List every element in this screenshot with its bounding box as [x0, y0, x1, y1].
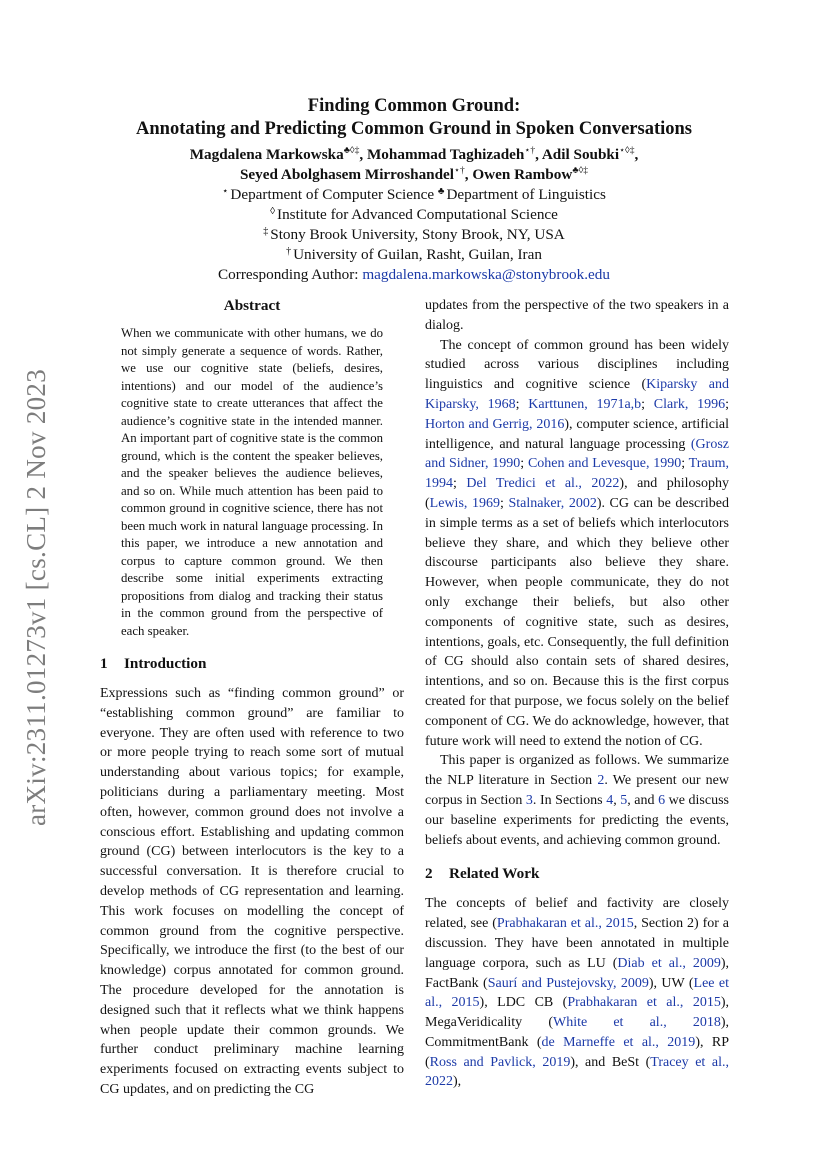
citation-link[interactable]: de Marneffe et al., 2019: [541, 1034, 696, 1050]
author-line: Magdalena Markowska♣◊‡, Mohammad Taghizadeh⋆†, Adil Soubki⋆◊‡,: [189, 146, 639, 163]
affiliation-text: Institute for Advanced Computational Science: [277, 206, 558, 223]
citation-link[interactable]: Horton and Gerrig, 2016: [425, 416, 565, 432]
affiliation-text: Stony Brook University, Stony Brook, NY, USA: [270, 226, 565, 243]
contact-email-link[interactable]: magdalena.markowska@stonybrook.edu: [362, 266, 610, 283]
arxiv-identifier: arXiv:2311.01273v1 [cs.CL] 2 Nov 2023: [21, 368, 52, 826]
affiliation-mark: ♣: [437, 186, 445, 197]
citation-link[interactable]: Lee et al., 2015: [425, 975, 729, 1011]
section-number: 2: [425, 865, 433, 883]
author-affiliation-marks: ♣◊‡: [572, 166, 589, 176]
citation-link[interactable]: Tracey et al., 2022: [425, 1054, 729, 1090]
corresponding-author: [90, 265, 738, 285]
author-affiliation-marks: ⋆†: [524, 146, 536, 156]
affiliation-list: [90, 185, 738, 265]
citation-link[interactable]: 2: [597, 773, 605, 789]
section-title: Related Work: [449, 865, 540, 883]
affiliation-line: [90, 205, 738, 225]
citation-link[interactable]: Karttunen, 1971a,b: [528, 396, 642, 412]
author-list: [90, 145, 738, 185]
citation-link[interactable]: Ross and Pavlick, 2019: [429, 1054, 571, 1070]
affiliation-text: Department of Linguistics: [446, 186, 606, 203]
citation-link[interactable]: (Grosz and Sidner, 1990: [425, 436, 729, 472]
related-work-paragraph: The concepts of belief and factivity are closely related, see (Prabhakaran et al., 2015, Section 2) for a discussion. They have been annotated in multiple language corpora, such as LU (Diab et al., 2009), FactBank (Saurí and Pustejovsky, 2009), UW (Lee et al., 2015), LDC CB (Prabhakaran et al., 2015), MegaVeridicality (White et al., 2018), CommitmentBank (de Marneffe et al., 2019), RP (Ross and Pavlick, 2019), and BeSt (Tracey et al., 2022),: [425, 896, 730, 1090]
affiliation-mark: ◊: [270, 206, 276, 217]
citation-link[interactable]: Diab et al., 2009: [617, 955, 721, 971]
paper-title: [90, 95, 738, 141]
introduction-paragraph: Expressions such as “finding common ground” or “establishing common ground” are familiar to everyone. They are often used with reference to two or more people trying to reach some sort of mutual understanding about various topics; for example, politicians during a parliamentary meeting. Most often, however, common ground does not involve a conscious effort. Establishing and updating common ground (CG) between interlocutors is the key to a successful conversation. It is therefore crucial to develop methods of CG representation and learning. This work focuses on modelling the concept of common ground from the cognitive perspective. Specifically, we introduce the first (to the best of our knowledge) corpus annotated for common ground. The procedure developed for the annotation is designed such that it reflects what we think happens when people update their common grounds. We further conduct preliminary machine learning experiments focused on extracting events subject to CG updates, and on predicting the CG: [100, 686, 404, 1097]
affiliation-line: [90, 225, 738, 245]
affiliation-text: University of Guilan, Rasht, Guilan, Iran: [293, 246, 542, 263]
citation-link[interactable]: Cohen and Levesque, 1990: [527, 456, 682, 472]
citation-link[interactable]: White et al., 2018: [553, 1015, 721, 1031]
organization-paragraph: This paper is organized as follows. We summarize the NLP literature in Section 2. We present our new corpus in Section 3. In Sections 4, 5, and 6 we discuss our baseline experiments for predicting the events, beliefs about events, and achieving common ground.: [425, 753, 729, 848]
citation-link[interactable]: Kiparsky and Kiparsky, 1968: [425, 377, 729, 412]
arxiv-sidebar-stamp: [14, 352, 60, 842]
citation-link[interactable]: 6: [658, 792, 666, 808]
title-line-1: Finding Common Ground:: [307, 96, 521, 116]
introduction-paragraph-continued: updates from the perspective of the two speakers in a dialog.: [425, 298, 729, 333]
section-number: 1: [100, 655, 108, 672]
common-ground-paragraph: The concept of common ground has been widely studied across various disciplines including linguistics and cognitive science (Kiparsky and Kiparsky, 1968; Karttunen, 1971a,b; Clark, 1996; Horton and Gerrig, 2016), computer science, artificial intelligence, and natural language processing (Grosz and Sidner, 1990; Cohen and Levesque, 1990; Traum, 1994; Del Tredici et al., 2022), and philosophy (Lewis, 1969; Stalnaker, 2002). CG can be described in simple terms as a set of beliefs which interlocutors believe they share, and which they believe other discourse participants also believe they share. However, when people communicate, they do not only exchange their beliefs, but also other components of cognitive state, such as desires, intentions, goals, etc. Consequently, the full definition of CG should also contain sets of shared desires, intentions, and so on. Because this is the first corpus created for that purpose, we focus solely on the belief component of CG. We do acknowledge, however, that future work will need to extend the notion of CG.: [425, 337, 730, 749]
affiliation-mark: †: [286, 246, 292, 257]
citation-link[interactable]: Prabhakaran et al., 2015: [496, 916, 634, 932]
affiliation-text: Department of Computer Science: [230, 186, 435, 203]
affiliation-line: [90, 185, 738, 205]
section-title: Introduction: [124, 655, 207, 672]
affiliation-mark: ⋆: [222, 186, 229, 197]
abstract-heading: Abstract: [223, 297, 281, 314]
citation-link[interactable]: Prabhakaran et al., 2015: [567, 995, 721, 1011]
author-name: Seyed Abolghasem Mirroshandel: [239, 166, 455, 183]
author-name: Adil Soubki: [541, 146, 620, 163]
title-line-2: Annotating and Predicting Common Ground in Spoken Conversations: [136, 119, 692, 139]
citation-link[interactable]: Lewis, 1969: [429, 495, 500, 511]
contact-label: Corresponding Author:: [218, 266, 359, 283]
author-affiliation-marks: ♣◊‡: [343, 146, 360, 156]
section-heading-introduction: [100, 654, 404, 674]
citation-link[interactable]: Del Tredici et al., 2022: [466, 476, 620, 492]
citation-link[interactable]: 3: [525, 792, 533, 808]
citation-link[interactable]: 5: [620, 792, 628, 808]
abstract-text: When we communicate with other humans, we do not simply generate a sequence of words. Rather, we use our cognitive state (beliefs, desires, intentions) and our model of the audience’s cognitive state to create utterances that affect the audience’s cognitive state in the intended manner. An important part of cognitive state is the common ground, which is the content the speaker believes, and the speaker believes the audience believes, and so on. While much attention has been paid to common ground in cognitive science, there has not been much work in natural language processing. In this paper, we introduce a new annotation and corpus to capture common ground. We then describe some initial experiments extracting propositions from dialog and tracking their status in the common ground from the perspective of each speaker.: [121, 326, 383, 638]
citation-link[interactable]: Saurí and Pustejovsky, 2009: [487, 975, 649, 991]
section-heading-related-work: [425, 864, 729, 884]
citation-link[interactable]: Stalnaker, 2002: [508, 495, 597, 511]
author-name: Owen Rambow: [472, 166, 573, 183]
author-name: Magdalena Markowska: [189, 146, 344, 163]
citation-link[interactable]: 4: [606, 792, 614, 808]
right-column: [425, 296, 729, 1092]
affiliation-line: [90, 245, 738, 265]
affiliation-mark: ‡: [263, 226, 269, 237]
author-affiliation-marks: ⋆◊‡: [619, 146, 635, 156]
author-affiliation-marks: ⋆†: [454, 166, 465, 176]
author-line: Seyed Abolghasem Mirroshandel⋆†, Owen Rambow♣◊‡: [239, 166, 589, 183]
citation-link[interactable]: Clark, 1996: [653, 396, 726, 412]
author-name: Mohammad Taghizadeh: [366, 146, 525, 163]
left-column: [100, 296, 404, 1100]
citation-link[interactable]: Traum, 1994: [425, 456, 729, 492]
paper-header: [90, 95, 738, 285]
